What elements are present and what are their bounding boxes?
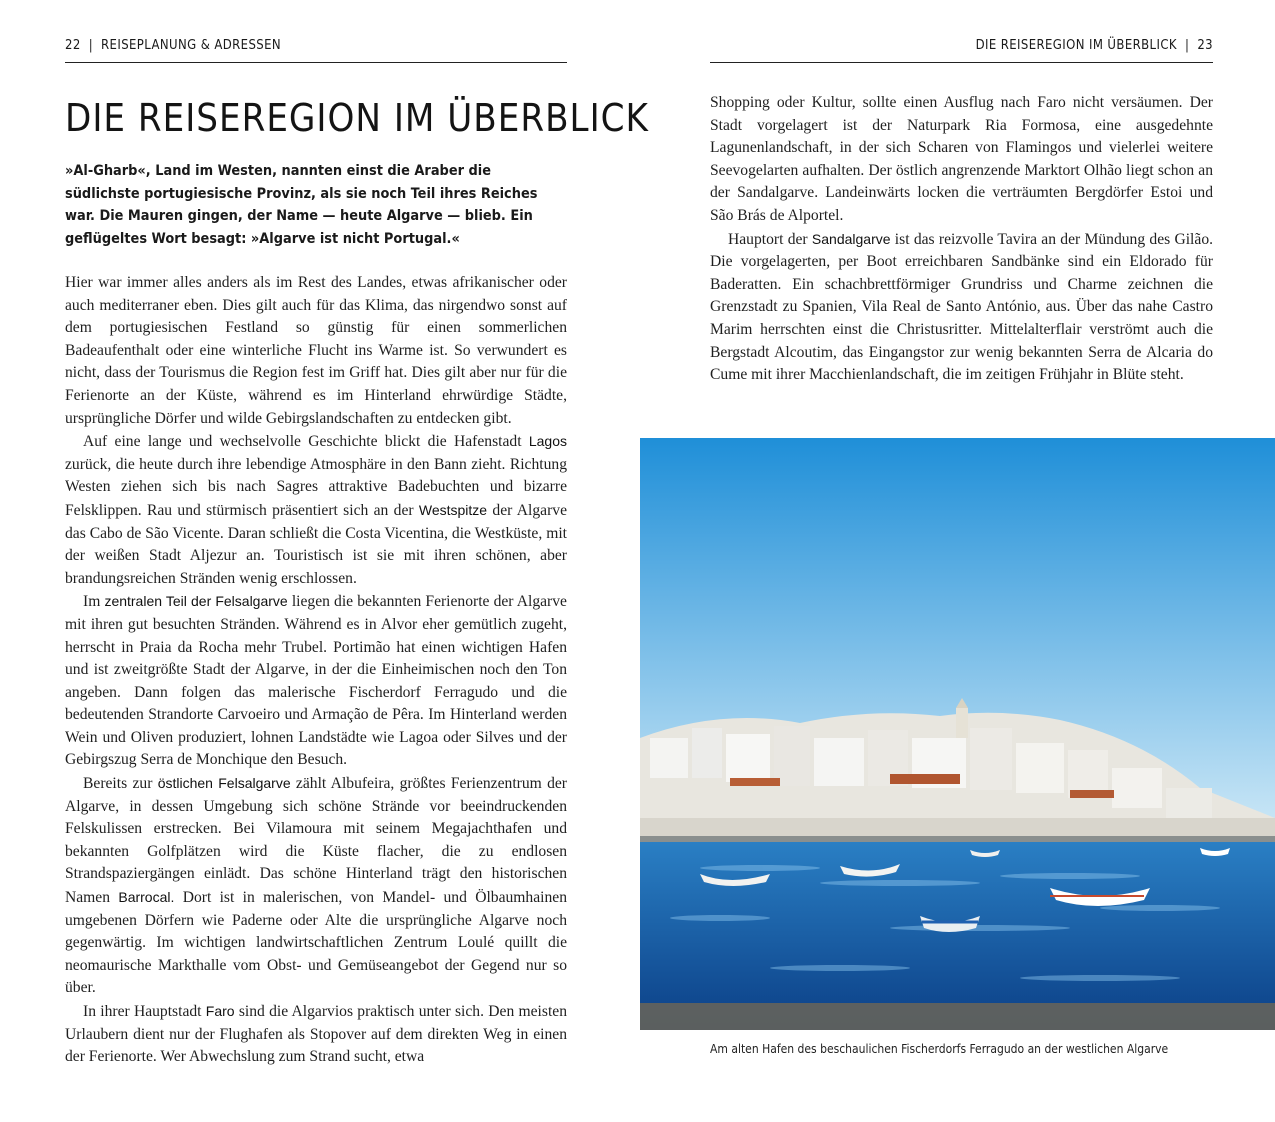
running-head-left — [65, 38, 567, 63]
keyword-oestliche-felsalgarve: östlichen Felsalgarve — [157, 775, 291, 792]
running-head-right — [710, 38, 1213, 63]
keyword-faro: Faro — [205, 1003, 235, 1019]
body-text-right — [710, 92, 1213, 387]
paragraph: Shopping oder Kultur, sollte einen Ausflug nach Faro nicht versäumen. Der Stadt vorgelagert ist der Naturpark Ria Formosa, eine ausgedehnte Lagunenlandschaft, in der sich Scharen von Flamingos und vielerlei weitere Seevogelarten aufhalten. Der östlich angrenzende Marktort Olhão liegt schon an der Sandalgarve. Landeinwärts locken die verträumten Bergdörfer Estoi und São Brás de Alportel. — [710, 94, 1213, 224]
paragraph: Im zentralen Teil der Felsalgarve liegen die bekannten Ferienorte der Algarve mit ihren gut besuchten Stränden. Während es in Alvor eher gemütlich zugeht, herrscht in Praia da Rocha mehr Trubel. Portimão hat einen wichtigen Hafen und ist zweitgrößte Stadt der Algarve, in der die Einheimischen noch den Ton angeben. Dann folgen das malerische Fischerdorf Ferragudo und die bedeutenden Strandorte Carvoeiro und Armação de Pêra. Im Hinterland werden Wein und Oliven produziert, lohnen Landstädte wie Lagoa oder Silves und der Gebirgszug Serra de Monchique den Besuch. — [65, 593, 567, 769]
keyword-lagos: Lagos — [528, 433, 567, 450]
keyword-westspitze: Westspitze — [418, 501, 488, 518]
paragraph: Hier war immer alles anders als im Rest des Landes, etwas afrikanischer oder auch mediterraner eben. Dies gilt auch für das Klima, das nirgendwo sonst auf dem portugiesischen Festland so günstig für einen sommerlichen Badeaufenthalt oder eine winterliche Flucht ins Warme ist. So verwundert es nicht, dass der Tourismus die Region fest im Griff hat. Dies gilt aber nur für die Ferienorte an der Küste, während es im Hinterland ehrwürdige Städte, ursprüngliche Dörfer und wilde Gebirgslandschaften zu entdecken gibt. — [65, 274, 567, 427]
photo-caption: Am alten Hafen des beschaulichen Fischerdorfs Ferragudo an der westlichen Algarve — [710, 1042, 1169, 1056]
running-head-separator: | — [1184, 38, 1190, 53]
paragraph: Bereits zur östlichen Felsalgarve zählt Albufeira, größtes Ferienzentrum der Algarve, in dessen Umgebung sich schöne Strände vor beeindruckenden Felskulissen erstrecken. Bei Vilamoura mit seinem Megajachthafen und bekannten Golfplätzen wird die Küste flacher, die zu endlosen Strandspaziergängen einlädt. Das schöne Hinterland trägt den historischen Namen Barrocal. Dort ist in malerischen, von Mandel- und Ölbaumhainen umgebenen Dörfern wie Paderne oder Alte die ursprüngliche Algarve noch gegenwärtig. Im wichtigen landwirtschaftlichen Zentrum Loulé quillt die neomaurische Markthalle vom Obst- und Gemüseangebot der Gegend nur so über. — [65, 775, 568, 997]
running-head-separator: | — [88, 38, 94, 53]
page-number-right: 23 — [1197, 38, 1213, 53]
left-page — [65, 0, 649, 1122]
keyword-barrocal: Barrocal. — [118, 889, 175, 906]
keyword-sandalgarve: Sandalgarve — [811, 230, 891, 247]
paragraph: Hauptort der Sandalgarve ist das reizvolle Tavira an der Mündung des Gilão. Die vorgelagerten, per Boot erreichbaren Sandbänke sind ein Eldorado für Baderatten. Ein schachbrettförmiger Grundriss und Charme zeichnen die Grenzstadt zu Spanien, Vila Real de Santo António, aus. Über das nahe Castro Marim herrschten einst die Christusritter. Mittelalterflair verströmt auch die Bergstadt Alcoutim, das Eingangstor zur wenig bekannten Serra de Alcaria do Cume mit ihrer Macchienlandschaft, die im zeitigen Frühjahr in Blüte steht. — [710, 230, 1214, 384]
section-label: DIE REISEREGION IM ÜBERBLICK — [975, 38, 1177, 53]
harbor-photo — [640, 438, 1275, 1030]
foreground-shore — [640, 1003, 1275, 1030]
page-number-left: 22 — [65, 38, 81, 53]
body-text-left — [65, 272, 567, 1069]
paragraph: Auf eine lange und wechselvolle Geschichte blickt die Hafenstadt Lagos zurück, die heute durch ihre lebendige Atmosphäre in den Bann zieht. Richtung Westen ziehen sich bis nach Sagres attraktive Badebuchten und bizarre Felsklippen. Rau und stürmisch präsentiert sich an der Westspitze der Algarve das Cabo de São Vicente. Daran schließt die Costa Vicentina, die Westküste, mit der weißen Stadt Aljezur an. Touristisch ist sie mit ihren schönen, aber brandungsreichen Stränden wenig erschlossen. — [65, 433, 567, 587]
section-label: REISEPLANUNG & ADRESSEN — [101, 38, 282, 53]
intro-paragraph: »Al-Gharb«, Land im Westen, nannten einst die Araber die südlichste portugiesische Provinz, als sie noch Teil ihres Reiches war. Die Mauren gingen, der Name — heute Algarve — blieb. Ein geflügeltes Wort besagt: »Algarve ist nicht Portugal.« — [65, 163, 538, 247]
keyword-zentrale-felsalgarve: zentralen Teil der Felsalgarve — [104, 593, 288, 610]
chapter-title: DIE REISEREGION IM ÜBERBLICK — [65, 96, 649, 140]
paragraph: In ihrer Hauptstadt Faro sind die Algarvios praktisch unter sich. Den meisten Urlaubern dient nur der Flughafen als Stopover auf dem direkten Weg in einen der Ferienorte. Wer Abwechslung zum Strand sucht, etwa — [65, 1003, 567, 1066]
